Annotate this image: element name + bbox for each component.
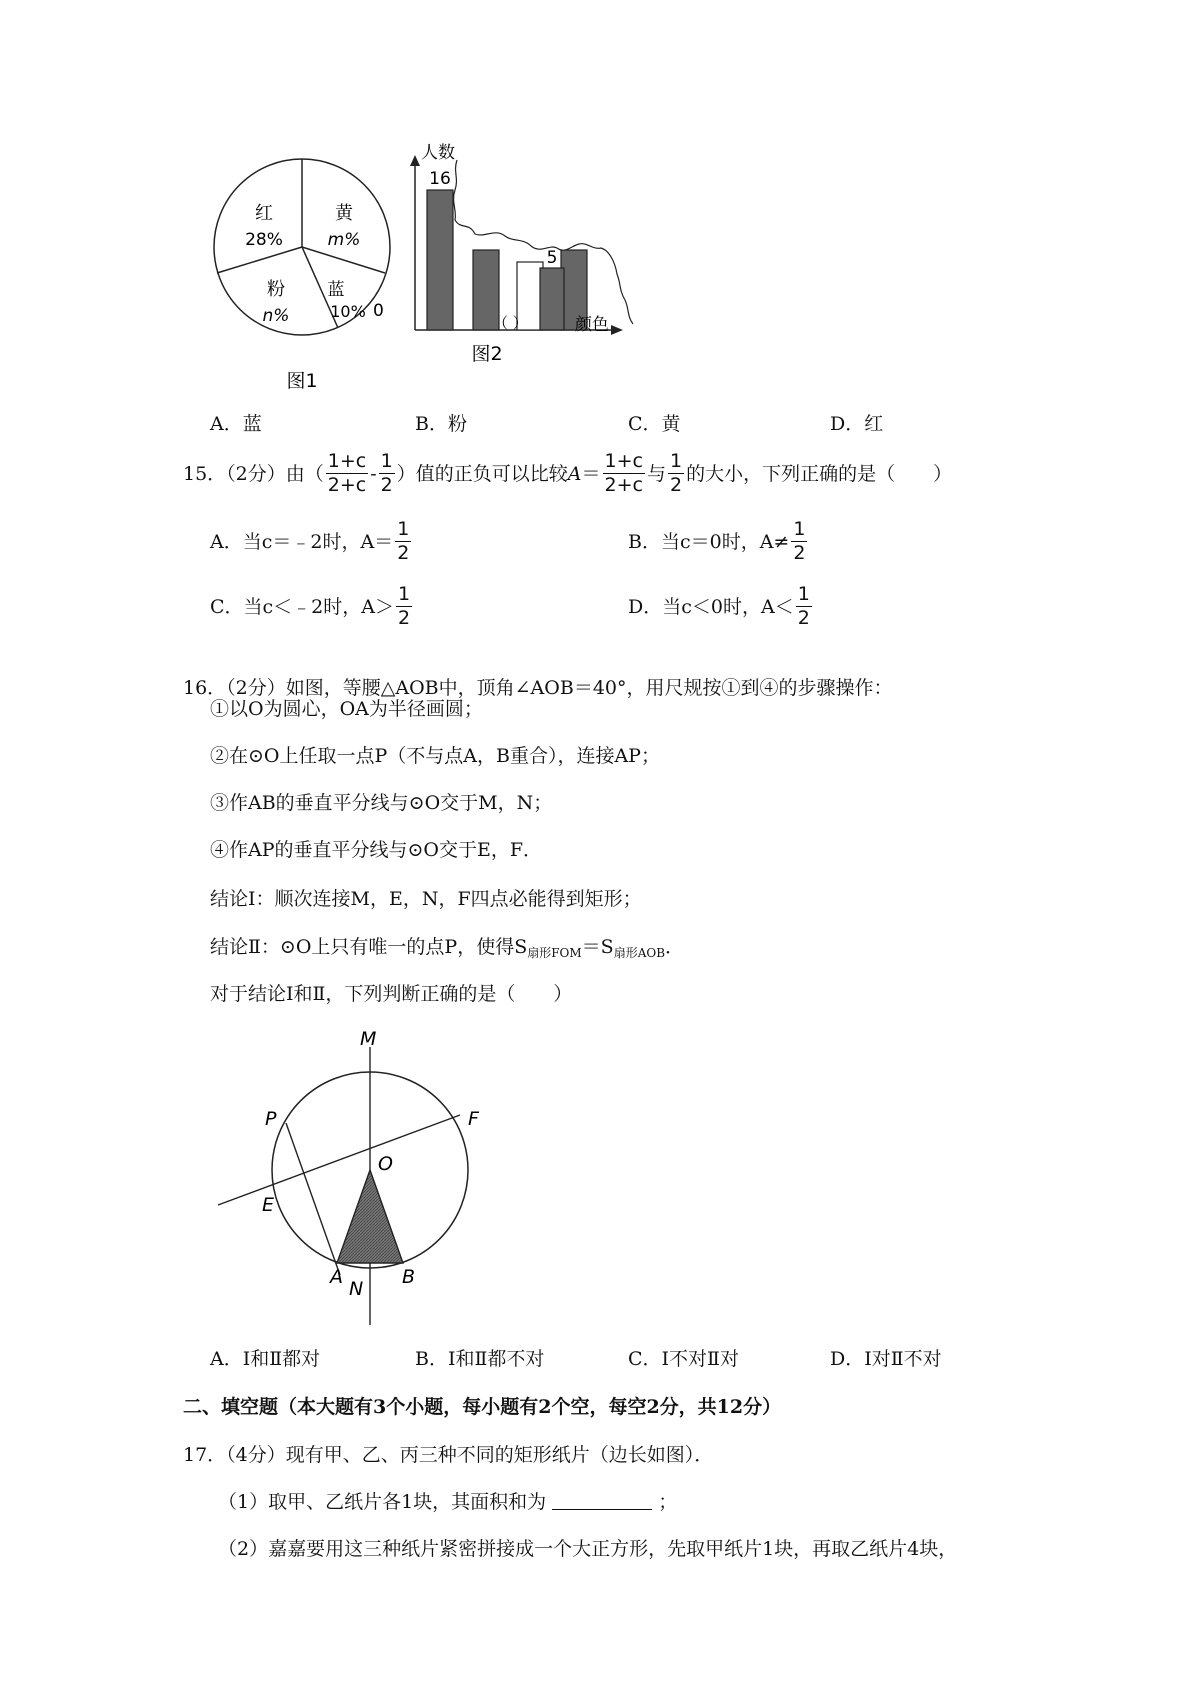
q15-yu: 与 [646,462,666,485]
q16-step-3: ③作AB的垂直平分线与⊙O交于M，N； [210,792,553,814]
concl2-text-a: 结论Ⅱ：⊙O上只有唯一的点P，使得S [210,936,528,958]
q15-frac-2 [379,450,395,497]
q15-var-a: A [567,462,582,485]
label-n: N [349,1278,364,1300]
bar-1 [427,190,453,330]
q15-option-b[interactable] [628,518,809,565]
q16-option-b[interactable]: B．Ⅰ和Ⅱ都不对 [415,1348,545,1370]
figure-2-caption: 图2 [471,343,503,365]
frac-num: 1 [793,518,806,540]
q16-circle-figure [210,1025,510,1325]
q16-conclusion-1: 结论Ⅰ：顺次连接M，E，N，F四点必能得到矩形； [210,888,642,910]
q14-option-c[interactable]: C．黄 [628,413,681,435]
frac-num: 1 [797,583,810,605]
q15-mid: ）值的正负可以比较 [396,462,568,485]
q16-conclusion-2 [210,935,684,965]
label-p: P [265,1108,277,1130]
concl2-text-c: ． [665,936,685,958]
q15-frac-1 [326,450,368,497]
x-axis-arrow [611,325,623,335]
line-ap [286,1123,340,1275]
label-o: O [378,1153,393,1175]
slice-blue-name: 蓝 [327,280,345,300]
frac-den: 2 [793,542,806,564]
frac-den: 2+c [327,474,367,496]
q14-option-a[interactable]: A．蓝 [210,413,262,435]
x-axis-label: 颜色 [575,315,609,335]
origin-label: 0 [373,301,384,321]
frac-num: 1 [380,450,393,472]
half-frac [791,518,807,565]
slice-pink-name: 粉 [267,279,285,300]
frac-num: 1+c [604,450,643,472]
frac-den: 2 [398,607,411,629]
pie-divider-right [302,247,385,273]
frac-num: 1 [670,450,683,472]
frac-den: 2 [670,474,683,496]
q15-suffix: 的大小，下列正确的是（ ） [686,462,953,485]
figure-1-caption: 图1 [286,370,318,392]
concl2-text-b: ＝S [581,936,614,958]
triangle-aob [337,1170,403,1263]
label-e: E [262,1194,275,1216]
half-frac [396,583,412,630]
figure-1-pie-chart [210,155,400,395]
x-paren: （ ） [493,314,528,332]
slice-blue-pct: 10% [330,302,366,321]
q16-step-4: ④作AP的垂直平分线与⊙O交于E，F． [210,839,543,861]
concl2-sub-2: 扇形AOB [613,946,666,960]
section-2-heading: 二、填空题（本大题有3个小题，每小题有2个空，每空2分，共12分） [183,1396,782,1418]
slice-red-name: 红 [255,203,273,224]
part1-end: ； [658,1491,678,1513]
label-b: B [402,1266,416,1288]
frac-num: 1 [397,518,410,540]
frac-den: 2 [380,474,393,496]
label-f: F [468,1108,479,1130]
q16-option-a[interactable]: A．Ⅰ和Ⅱ都对 [210,1348,321,1370]
frac-num: 1 [398,583,411,605]
concl2-sub-1: 扇形FOM [527,946,582,960]
q14-option-d[interactable]: D．红 [830,413,884,435]
q16-option-c[interactable]: C．Ⅰ不对Ⅱ对 [628,1348,739,1370]
frac-den: 2+c [604,474,643,496]
label-m: M [360,1028,377,1050]
answer-blank[interactable] [552,1493,652,1510]
q14-option-b[interactable]: B．粉 [415,413,467,435]
slice-yellow-name: 黄 [335,203,353,224]
q15-frac-3 [603,450,645,497]
q16-question: 对于结论Ⅰ和Ⅱ，下列判断正确的是（ ） [210,983,573,1005]
q17-part-1 [218,1490,677,1514]
bar-5-value: 5 [546,248,558,268]
q16-stem: 16．（2分）如图，等腰△AOB中，顶角∠AOB＝40°，用尺规按①到④的步骤操作： [183,677,893,699]
y-axis-label: 人数 [421,143,455,163]
q17-stem: 17．（4分）现有甲、乙、丙三种不同的矩形纸片（边长如图）． [183,1444,714,1466]
q15-prefix: 15．（2分）由（ [183,462,324,485]
q15-stem [183,450,952,497]
q15-option-c[interactable] [210,583,414,630]
slice-pink-pct: n% [262,306,290,326]
label-a: A [330,1266,343,1288]
option-text: D．当c＜0时，A＜ [628,595,794,618]
q15-frac-4 [668,450,684,497]
frac-den: 2 [397,542,410,564]
frac-num: 1+c [327,450,367,472]
frac-den: 2 [797,607,810,629]
part1-text: （1）取甲、乙纸片各1块，其面积和为 [218,1491,547,1513]
option-text: B．当c＝0时，A≠ [628,530,790,553]
option-text: C．当c＜﹣2时，A＞ [210,595,394,618]
line-ef [218,1115,460,1205]
half-frac [395,518,411,565]
q15-eq: ＝ [581,462,601,485]
y-axis-arrow [410,155,420,166]
slice-yellow-pct: m% [327,230,361,250]
q17-part-2: （2）嘉嘉要用这三种纸片紧密拼接成一个大正方形，先取甲纸片1块，再取乙纸片4块， [218,1538,958,1560]
q15-option-a[interactable] [210,518,413,565]
q15-minus: - [370,462,377,485]
figure-2-bar-chart [373,143,675,400]
slice-red-pct: 28% [245,230,283,250]
q15-option-d[interactable] [628,583,814,630]
half-frac [796,583,812,630]
q16-step-2: ②在⊙O上任取一点P（不与点A，B重合），连接AP； [210,745,660,767]
q16-option-d[interactable]: D．Ⅰ对Ⅱ不对 [830,1348,942,1370]
option-text: A．当c＝﹣2时，A＝ [210,530,394,553]
q16-step-1: ①以O为圆心，OA为半径画圆； [210,698,483,720]
bar-1-value: 16 [429,169,451,189]
bar-5 [540,268,564,330]
pie-divider-left [217,247,302,273]
